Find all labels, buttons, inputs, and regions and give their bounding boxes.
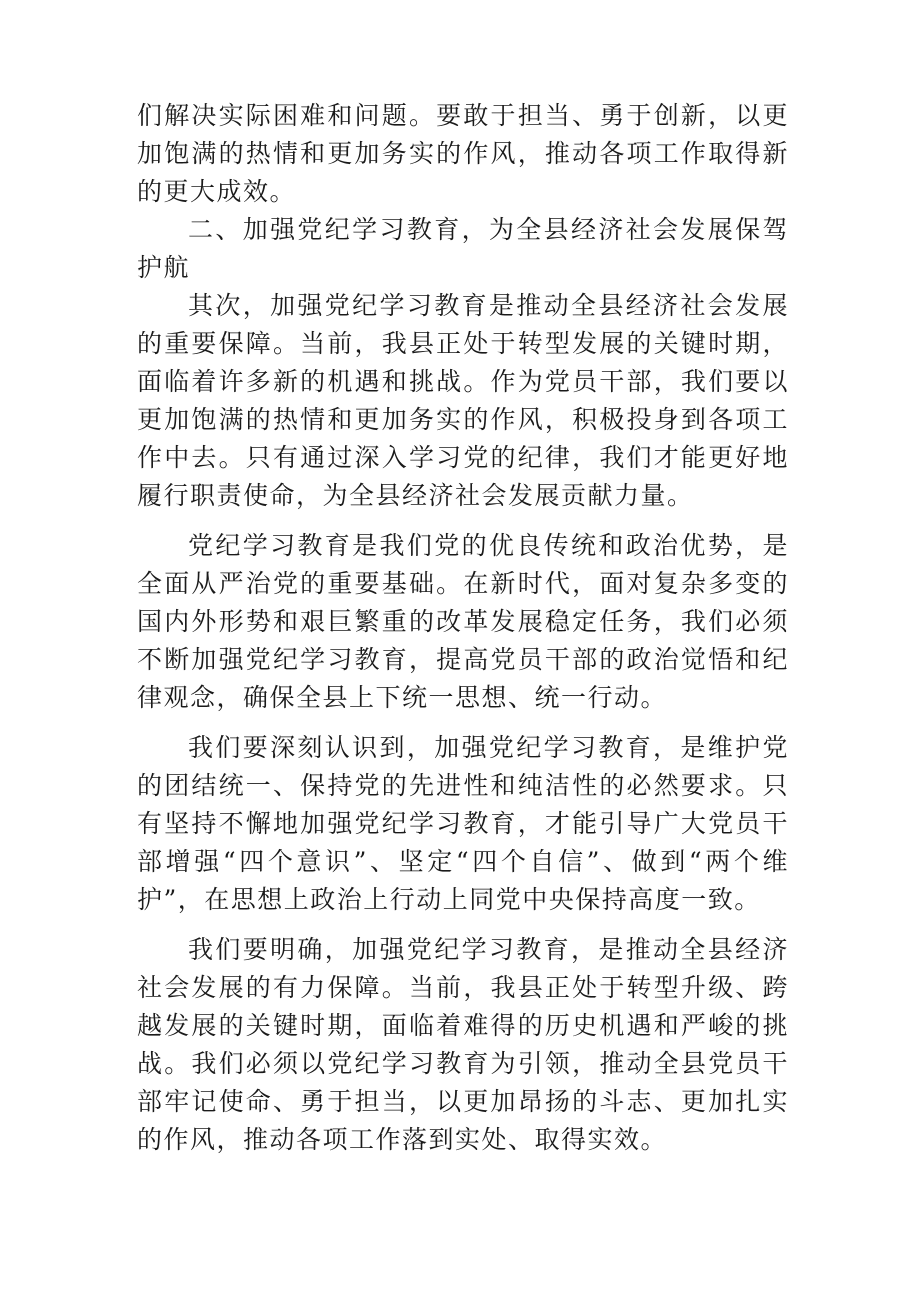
section-heading: 二、加强党纪学习教育，为全县经济社会发展保驾护航 — [137, 215, 789, 282]
body-paragraph: 党纪学习教育是我们党的优良传统和政治优势，是全面从严治党的重要基础。在新时代，面对复杂多变的国内外形势和艰巨繁重的改革发展稳定任务，我们必须不断加强党纪学习教育，提高党员干部的政治觉悟和纪律观念，确保全县上下统一思想、统一行动。 — [137, 531, 789, 712]
body-paragraph: 其次，加强党纪学习教育是推动全县经济社会发展的重要保障。当前，我县正处于转型发展的关键时期，面临着许多新的机遇和挑战。作为党员干部，我们要以更加饱满的热情和更加务实的作风，积极投身到各项工作中去。只有通过深入学习党的纪律，我们才能更好地履行职责使命，为全县经济社会发展贡献力量。 — [137, 291, 789, 510]
body-paragraph: 我们要深刻认识到，加强党纪学习教育，是维护党的团结统一、保持党的先进性和纯洁性的必然要求。只有坚持不懈地加强党纪学习教育，才能引导广大党员干部增强“四个意识”、坚定“四个自信”、做到“两个维护”，在思想上政治上行动上同党中央保持高度一致。 — [137, 733, 789, 914]
document-body — [137, 97, 789, 1171]
continuation-paragraph: 们解决实际困难和问题。要敢于担当、勇于创新，以更加饱满的热情和更加务实的作风，推动各项工作取得新的更大成效。 — [137, 101, 789, 206]
body-paragraph: 我们要明确，加强党纪学习教育，是推动全县经济社会发展的有力保障。当前，我县正处于转型升级、跨越发展的关键时期，面临着难得的历史机遇和严峻的挑战。我们必须以党纪学习教育为引领，推动全县党员干部牢记使命、勇于担当，以更加昂扬的斗志、更加扎实的作风，推动各项工作落到实处、取得实效。 — [137, 935, 789, 1154]
